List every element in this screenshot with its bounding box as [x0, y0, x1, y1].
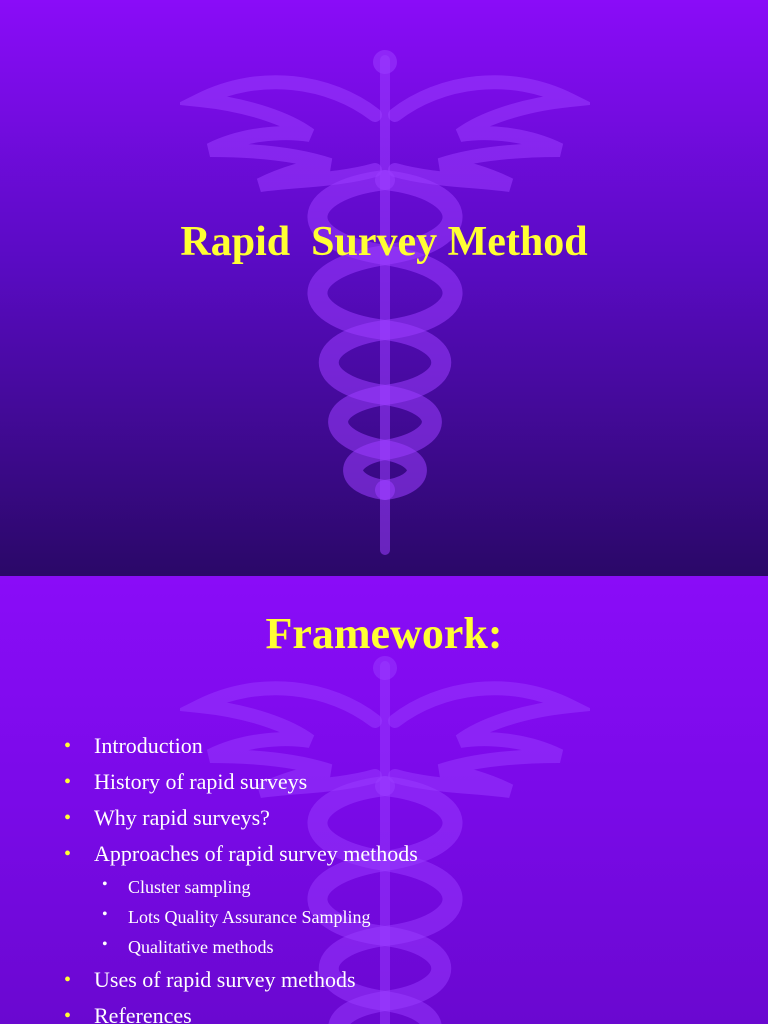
list-item	[62, 998, 418, 1024]
list-item	[62, 962, 418, 998]
framework-slide	[0, 576, 768, 1024]
bullet-icon: •	[64, 1005, 72, 1024]
list-item	[62, 836, 418, 872]
list-item-text: Qualitative methods	[128, 937, 274, 957]
slide-title: Framework:	[265, 609, 503, 658]
list-item	[62, 728, 418, 764]
framework-list	[62, 728, 418, 1024]
sub-list-item	[62, 902, 418, 932]
list-item-text: History of rapid surveys	[94, 769, 308, 794]
list-item	[62, 764, 418, 800]
bullet-icon: •	[102, 906, 108, 923]
sub-list-item	[62, 872, 418, 902]
bullet-icon: •	[64, 735, 72, 757]
list-item	[62, 800, 418, 836]
caduceus-icon	[180, 40, 590, 560]
bullet-icon: •	[64, 807, 72, 829]
sub-list-item	[62, 932, 418, 962]
bullet-icon: •	[102, 876, 108, 893]
list-item-text: Lots Quality Assurance Sampling	[128, 907, 371, 927]
bullet-icon: •	[64, 843, 72, 865]
list-item-text: Introduction	[94, 733, 203, 758]
bullet-icon: •	[64, 771, 72, 793]
list-item-text: References	[94, 1003, 192, 1024]
list-item-text: Why rapid surveys?	[94, 805, 270, 830]
slide-title: Rapid Survey Method	[180, 219, 588, 265]
list-item-text: Cluster sampling	[128, 877, 251, 897]
bullet-icon: •	[64, 969, 72, 991]
list-item-text: Uses of rapid survey methods	[94, 967, 356, 992]
bullet-icon: •	[102, 936, 108, 953]
list-item-text: Approaches of rapid survey methods	[94, 841, 418, 866]
